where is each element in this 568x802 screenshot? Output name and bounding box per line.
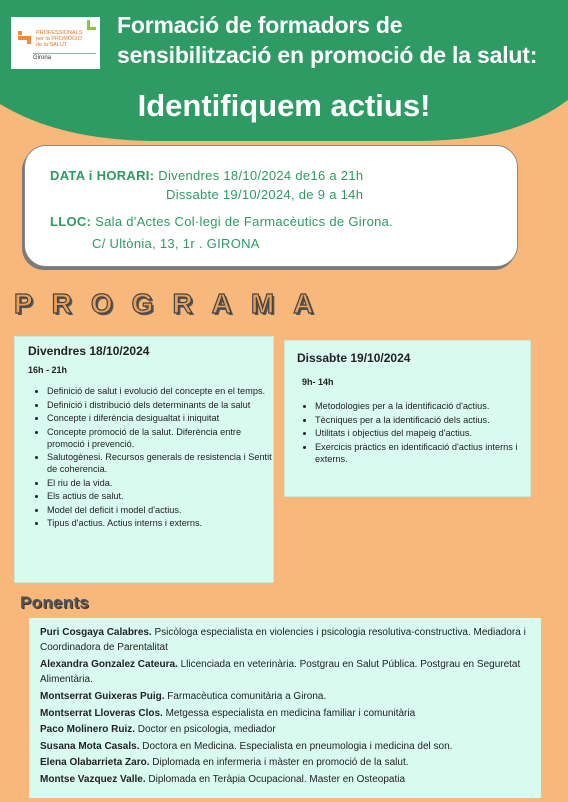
day2-card xyxy=(284,340,531,497)
ponent-item xyxy=(40,739,534,754)
lloc-value2: C/ Ultònia, 13, 1r . GIRONA xyxy=(92,236,260,251)
logo-place: Girona xyxy=(33,55,52,61)
ponent-name: Paco Molinero Ruiz. xyxy=(40,724,136,735)
list-item: • Els actius de salut. xyxy=(47,490,272,502)
ponent-desc: Psicòloga especialista en violencies i psicologia resolutiva-constructiva. Mediadora i Coordinadora de Parentalitat xyxy=(40,627,526,653)
data-horari-label: DATA i HORARI: xyxy=(50,168,155,183)
day1-card xyxy=(14,336,274,583)
ponent-item xyxy=(40,772,534,787)
ponent-name: Montserrat Lloveras Clos. xyxy=(40,708,163,719)
logo-green-corner-icon xyxy=(85,19,97,33)
ponent-desc: Metgessa especialista en medicina familiar i comunitària xyxy=(162,708,416,719)
ponents-heading: Ponents xyxy=(20,593,90,612)
list-item: • Exercicis pràctics en identificació d'actius interns i externs. xyxy=(315,441,533,465)
main-title: Identifiquem actius! xyxy=(137,88,431,123)
list-item: • Metodologies per a la identificació d'actius. xyxy=(315,400,533,412)
day1-list xyxy=(33,385,272,531)
list-item: • Utilitats i objectius del mapeig d'actius. xyxy=(315,427,533,439)
lloc-value1: Sala d'Actes Col·legi de Farmacèutics de Girona. xyxy=(95,214,394,229)
ponent-item xyxy=(40,755,534,770)
list-item: • Salutogènesi. Recursos generals de resistencia i Sentit de coherencia. xyxy=(47,451,272,475)
ponent-item xyxy=(40,625,534,655)
logo-line1: PROFESSIONALS xyxy=(36,30,83,36)
logo-line2: per la PROMOCIÓ xyxy=(36,36,82,42)
ponent-name: Elena Olabarrieta Zaro. xyxy=(40,757,150,768)
ponent-desc: Doctor en psicologia, mediador xyxy=(135,724,276,735)
list-item: • Concepte promoció de la salut. Diferència entre promoció i prevenció. xyxy=(47,426,272,450)
ponent-item xyxy=(40,657,534,687)
title-line-2: sensibilització en promoció de la salut: xyxy=(117,42,538,68)
ponent-desc: Farmacèutica comunitària a Girona. xyxy=(164,691,327,702)
ponent-item xyxy=(40,689,534,704)
list-item: • Tècniques per a la identificació dels actius. xyxy=(315,414,533,426)
logo-divider xyxy=(33,53,96,54)
logo xyxy=(11,17,100,69)
data-horari-line1 xyxy=(50,168,363,183)
ponent-desc: Diplomada en Teràpia Ocupacional. Master en Osteopatia xyxy=(145,774,406,785)
day2-list xyxy=(301,400,533,466)
ponent-desc: Diplomada en infermeria i màster en promoció de la salut. xyxy=(149,757,409,768)
ponent-name: Alexandra Gonzalez Cateura. xyxy=(40,659,178,670)
ponent-name: Montserrat Guixeras Puig. xyxy=(40,691,165,702)
logo-line3: de la SALUT xyxy=(36,42,68,48)
data-horari-value1: Divendres 18/10/2024 de16 a 21h xyxy=(158,168,364,183)
title-line-1: Formació de formadors de xyxy=(117,12,403,38)
ponent-item xyxy=(40,722,534,737)
ponents-box xyxy=(29,618,541,798)
list-item: • El riu de la vida. xyxy=(47,477,272,489)
list-item: • Model del deficit i model d'actius. xyxy=(47,504,272,516)
lloc-line1 xyxy=(50,214,393,229)
ponent-name: Montse Vazquez Valle. xyxy=(40,774,146,785)
data-horari-value2: Dissabte 19/10/2024, de 9 a 14h xyxy=(166,187,364,202)
ponent-name: Puri Cosgaya Calabres. xyxy=(40,627,152,638)
day1-time: 16h - 21h xyxy=(28,365,68,375)
day2-title: Dissabte 19/10/2024 xyxy=(297,351,411,365)
programa-heading: PROGRAMA xyxy=(14,288,333,319)
lloc-label: LLOC: xyxy=(50,214,92,229)
list-item: • Definició de salut i evolució del concepte en el temps. xyxy=(47,385,272,397)
day1-title: Divendres 18/10/2024 xyxy=(28,344,150,358)
ponent-item xyxy=(40,706,534,721)
day2-time: 9h- 14h xyxy=(302,377,334,387)
list-item: • Definició i distribució dels determinants de la salut xyxy=(47,399,272,411)
list-item: • Concepte i diferència desigualtat i iniquitat xyxy=(47,412,272,424)
ponent-name: Susana Mota Casals. xyxy=(40,741,140,752)
list-item: • Tipus d'actius. Actius interns i externs. xyxy=(47,517,272,529)
ponent-desc: Llicenciada en veterinària. Postgrau en Salut Pública. Postgrau en Seguretat Alimentària. xyxy=(40,659,521,685)
header-banner xyxy=(0,0,568,142)
ponent-desc: Doctora en Medicina. Especialista en pneumologia i medicina del son. xyxy=(139,741,453,752)
